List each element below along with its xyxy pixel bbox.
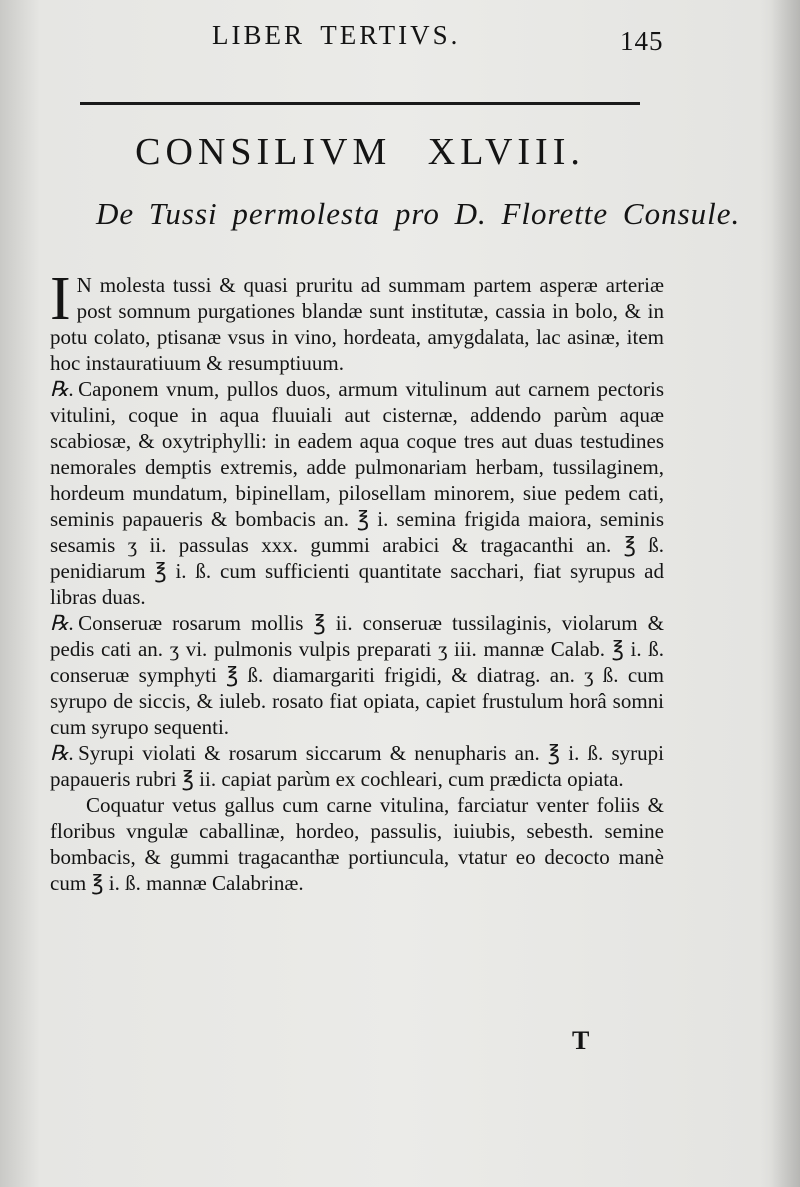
paragraph-recipe-2 [50, 610, 664, 740]
paragraph-recipe-1-text: Caponem vnum, pullos duos, armum vitulinum aut carnem pectoris vitulini, coque in aqua fluuiali aut cisternæ, addendo parùm aquæ scabiosæ, & oxytriphylli: in eadem aqua coque tres aut duas testudines nemorales demptis extremis, adde pulmonariam herbam, tussilaginem, hordeum mundatum, bipinellam, pilosellam minorem, siue pedem cati, seminis papaueris & bombacis an. ℥ i. semina frigida maiora, seminis sesamis ʒ ii. passulas xxx. gummi arabici & tragacanthi an. ℥ ß. penidiarum ℥ i. ß. cum sufficienti quantitate sacchari, fiat syrupus ad libras duas. [50, 377, 664, 609]
consilium-subtitle: De Tussi permolesta pro D. Florette Consule. [96, 196, 741, 231]
page-number: 145 [620, 26, 664, 56]
recipe-sign-icon: ℞. [50, 377, 75, 401]
paragraph-recipe-3 [50, 740, 664, 792]
header-rule [80, 102, 640, 105]
running-title: LIBER TERTIVS. [212, 20, 461, 50]
page-edge-shadow [770, 0, 800, 1187]
paragraph-recipe-3-text: Syrupi violati & rosarum siccarum & nenupharis an. ℥ i. ß. syrupi papaueris rubri ℥ ii. capiat parùm ex cochleari, cum prædicta opiata. [50, 741, 664, 791]
paragraph-intro [50, 265, 664, 376]
body-text [50, 265, 664, 896]
recipe-sign-icon: ℞. [50, 611, 75, 635]
page-header [0, 18, 800, 58]
paragraph-closing: Coquatur vetus gallus cum carne vitulina, farciatur venter foliis & floribus vngulæ caballinæ, hordeo, passulis, iuiubis, sebesth. semine bombacis, & gummi tragacanthæ portiuncula, vtatur eo decocto manè cum ℥ i. ß. mannæ Calabrinæ. [50, 793, 664, 895]
paragraph-recipe-2-text: Conseruæ rosarum mollis ℥ ii. conseruæ tussilaginis, violarum & pedis cati an. ʒ vi. pulmonis vulpis preparati ʒ iii. mannæ Calab. ℥ i. ß. conseruæ symphyti ℥ ß. diamargariti frigidi, & diatrag. an. ʒ ß. cum syrupo de siccis, & iuleb. rosato fiat opiata, capiet frustulum horâ somni cum syrupo sequenti. [50, 611, 664, 739]
catchword: T [572, 1026, 590, 1055]
paragraph-intro-text: N molesta tussi & quasi pruritu ad summam partem asperæ arteriæ post somnum purgationes blandæ sunt institutæ, cassia in bolo, & in potu colato, ptisanæ vsus in vino, hordeata, amygdalata, lac asinæ, item hoc instauratiuum & resumptiuum. [50, 273, 664, 375]
paragraph-recipe-1 [50, 376, 664, 610]
recipe-sign-icon: ℞. [50, 741, 75, 765]
consilium-title: CONSILIVM XLVIII. [135, 131, 585, 173]
drop-cap: I [50, 265, 71, 333]
